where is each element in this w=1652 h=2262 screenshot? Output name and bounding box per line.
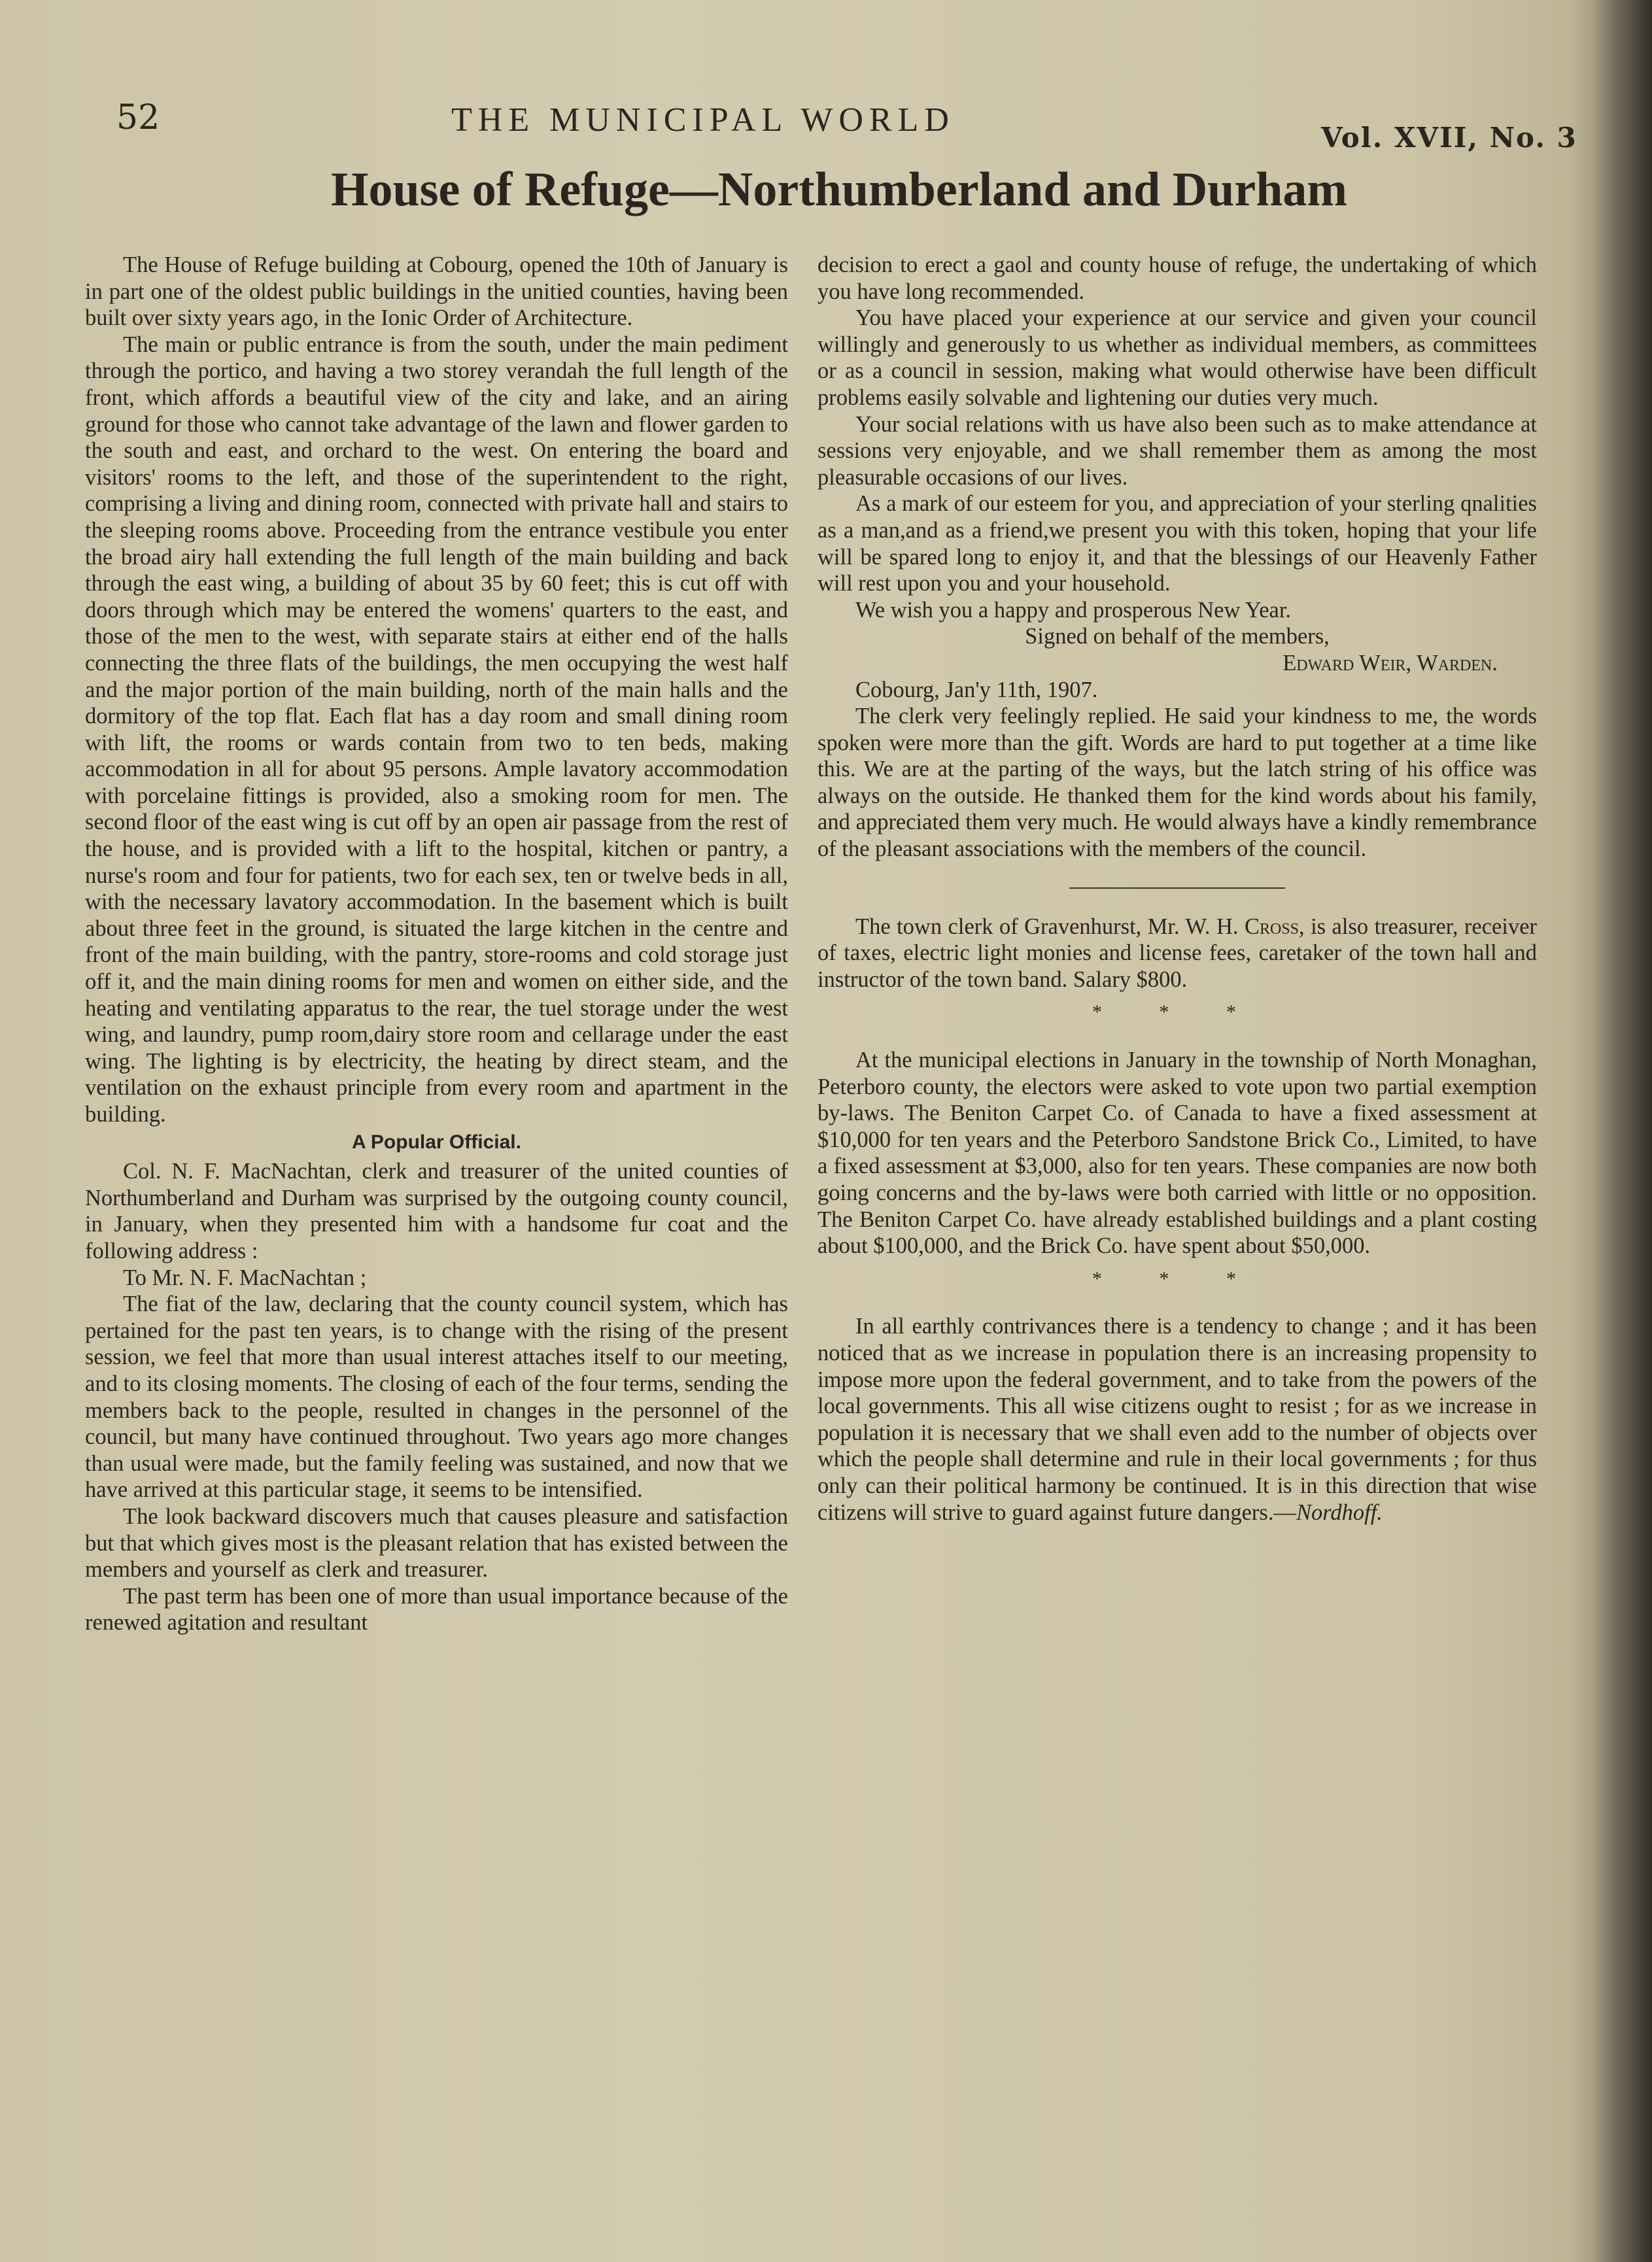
paragraph: The past term has been one of more than usual importance because of the renewed agitation and resultant: [85, 1583, 788, 1636]
paragraph: The clerk very feelingly replied. He said your kindness to me, the words spoken were more than the gift. Words are hard to put together at a time like this. We are at the parting of the ways, but the latch string of his office was always on the outside. He thanked them for the kind words about his family, and appreciated them very much. He would always have a kindly remembrance of the pleasant associations with the members of the council.: [817, 704, 1537, 862]
paragraph: The House of Refuge building at Cobourg, opened the 10th of January is in part one of the oldest public buildings in the unitied counties, having been built over sixty years ago, in the Ionic Order of Architecture.: [85, 252, 788, 331]
volume-label: Vol. XVII, No. 3: [1321, 122, 1577, 154]
person-name: Cross: [1244, 914, 1299, 939]
asterism: * * *: [1092, 1267, 1262, 1290]
asterism: * * *: [1092, 1001, 1262, 1023]
paragraph: decision to erect a gaol and county house of refuge, the undertaking of which you have long recommended.: [817, 252, 1537, 304]
article-title: House of Refuge—Northumberland and Durham: [330, 163, 1348, 216]
source-attribution: Nordhoff.: [1296, 1499, 1383, 1525]
section-divider: [1069, 887, 1285, 889]
paragraph: [817, 914, 1537, 993]
paragraph: You have placed your experience at our service and given your council willingly and generously to us whether as individual members, as committees or as a council in session, making what would otherwise have been difficult problems easily solvable and lightening our duties very much.: [817, 305, 1537, 410]
text-run: In all earthly contrivances there is a tendency to change ; and it has been noticed that as we increase in population there is an increasing propensity to impose more upon the federal government, and to take from the powers of the local governments. This all wise citizens ought to resist ; for as we increase in population it is necessary that we shall even add to the number of objects over which the people shall determine and rule in their local governments ; for thus only can their political harmony be continued. It is in this direction that wise citizens will strive to guard against future dangers.—: [817, 1314, 1537, 1525]
page-edge-shadow: [1593, 0, 1652, 2262]
section-heading: A Popular Official.: [352, 1131, 521, 1153]
left-column: [85, 252, 788, 1636]
dateline: Cobourg, Jan'y 11th, 1907.: [855, 677, 1098, 702]
text-run: The town clerk of Gravenhurst, Mr. W. H.: [855, 914, 1245, 939]
signer-name: Edward Weir, Warden.: [1282, 650, 1498, 676]
paragraph: The look backward discovers much that causes pleasure and satisfaction but that which gives most is the pleasant relation that has existed between the members and yourself as clerk and treasurer.: [85, 1503, 788, 1583]
paragraph: [817, 1313, 1537, 1526]
text-run: , is also treasurer, receiver of taxes, electric light monies and license fees, caretaker of the town hall and instructor of the town band. Salary $800.: [817, 914, 1538, 992]
running-title: THE MUNICIPAL WORLD: [451, 101, 955, 139]
paragraph: As a mark of our esteem for you, and appreciation of your sterling qnalities as a man,and as a friend,we present you with this token, hoping that your life will be spared long to enjoy it, and that the blessings of our Heavenly Father will rest upon you and your household.: [817, 491, 1537, 596]
paragraph: Col. N. F. MacNachtan, clerk and treasurer of the united counties of Northumberland and Durham was surprised by the outgoing county council, in January, when they presented him with a handsome fur coat and the following address :: [85, 1159, 788, 1263]
paragraph: The main or public entrance is from the south, under the main pediment through the portico, and having a two storey verandah the full length of the front, which affords a beautiful view of the city and lake, and an airing ground for those who cannot take advantage of the lawn and flower garden to the south and east, and orchard to the west. On entering the board and visitors' rooms to the left, and those of the superintendent to the right, comprising a living and dining room, connected with private hall and stairs to the sleeping rooms above. Proceeding from the entrance vestibule you enter the broad airy hall extending the full length of the main building and back through the east wing, a building of about 35 by 60 feet; this is cut off with doors through which may be entered the womens' quarters to the east, and those of the men to the west, with separate stairs at either end of the halls connecting the three flats of the buildings, the men occupying the west half and the major portion of the main building, north of the main halls and the dormitory of the top flat. Each flat has a day room and small dining room with lift, the rooms or wards contain from two to ten beds, making accommodation in all for about 95 persons. Ample lavatory accommodation with porcelaine fittings is provided, also a smoking room for men. The second floor of the east wing is cut off by an open air passage from the rest of the house, and is provided with a lift to the hospital, kitchen or pantry, a nurse's room and four for patients, two for each sex, ten or twelve beds in all, with the necessary lavatory accommodation. In the basement which is built about three feet in the ground, is situated the large kitchen in the centre and front of the main building, with the pantry, store-rooms and cold storage just off it, and the main dining rooms for men and women on either side, and the heating and ventilating apparatus to the rear, the tuel storage under the west wing, and laundry, pump room,dairy store room and cellarage under the east wing. The lighting is by electricity, the heating by direct steam, and the ventilation on the exhaust principle from every room and apartment in the building.: [85, 332, 788, 1127]
paragraph: We wish you a happy and prosperous New Year.: [855, 597, 1292, 623]
salutation: To Mr. N. F. MacNachtan ;: [123, 1265, 367, 1290]
right-column: [817, 252, 1537, 1526]
paragraph: At the municipal elections in January in the township of North Monaghan, Peterboro county, the electors were asked to vote upon two partial exemption by-laws. The Beniton Carpet Co. of Canada to have a fixed assessment at $10,000 for ten years and the Peterboro Sandstone Brick Co., Limited, to have a fixed assessment at $3,000, also for ten years. These companies are now both going concerns and the by-laws were both carried with little or no opposition. The Beniton Carpet Co. have already established buildings and a plant costing about $100,000, and the Brick Co. have spent about $50,000.: [817, 1048, 1537, 1259]
page-number: 52: [116, 98, 160, 137]
signature-line: Signed on behalf of the members,: [1025, 624, 1330, 649]
paragraph: Your social relations with us have also been such as to make attendance at sessions very enjoyable, and we shall remember them as among the most pleasurable occasions of our lives.: [817, 411, 1537, 490]
paragraph: The fiat of the law, declaring that the county council system, which has pertained for the past ten years, is to change with the rising of the present session, we feel that more than usual interest attaches itself to our meeting, and to its closing moments. The closing of each of the four terms, sending the members back to the people, resulted in changes in the personnel of the council, but many have continued throughout. Two years ago more changes than usual were made, but the family feeling was sustained, and now that we have arrived at this particular stage, it seems to be intensified.: [85, 1292, 788, 1503]
page-header: [0, 98, 1652, 157]
